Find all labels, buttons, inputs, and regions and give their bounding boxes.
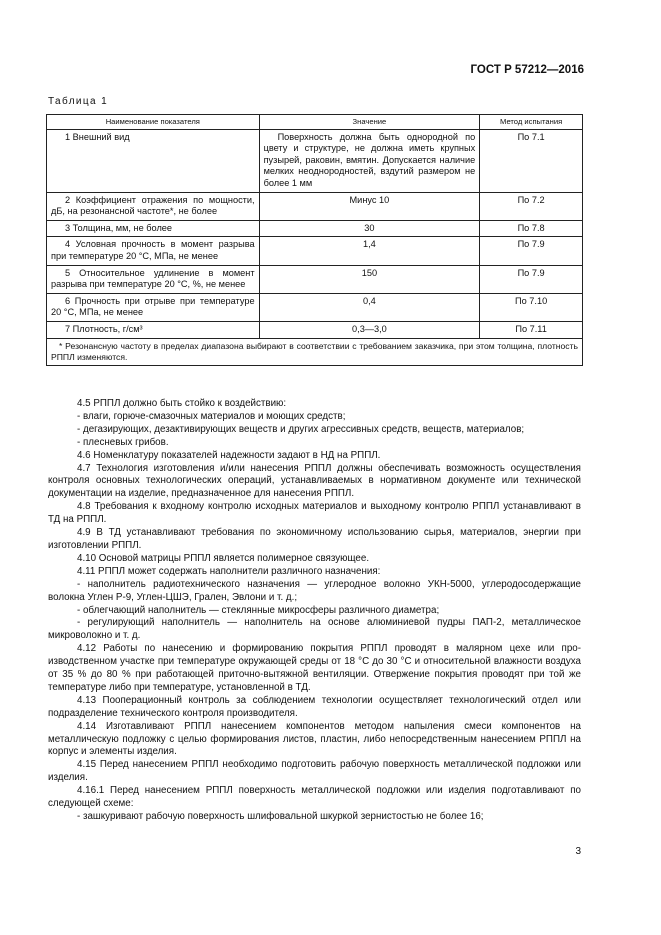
table-row [47,220,583,237]
table-header-row [47,115,583,130]
table-note-row [47,338,583,365]
paragraph: 4.8 Требования к входному контролю исходных материалов и выходному контролю РППЛ устанавливают в ТД на РППЛ. [48,501,581,526]
paragraph: 4.14 Изготавливают РППЛ нанесением компонентов методом напыления смеси компонентов на металлическую подложку с целью формирования листов, пластин, либо непосредственным нанесением РППЛ на корпус и элементы изделия. [48,720,581,758]
list-item: - влаги, горюче-смазочных материалов и моющих средств; [77,410,346,422]
property-name: 4 Условная прочность в момент разрыва при температуре 20 °С, МПа, не менее [47,237,260,265]
paragraph: 4.12 Работы по нанесению и формированию покрытия РППЛ проводят в малярном цехе или производственном участке при температуре окружающей среды от 18 °С до 30 °С и относительной влажности воздуха от 35 % до 80 % при работающей приточно-вытяжной вентиляции. Отвержение покрытия проводят при той же температуре либо при температуре, установленной в ТД. [48,643,581,693]
paragraph: 4.11 РППЛ может содержать наполнители различного назначения: [77,565,381,577]
paragraph: 4.16.1 Перед нанесением РППЛ поверхность металлической подложки или изделия подготавливают по следующей схеме: [48,785,581,810]
property-value: 1,4 [259,237,480,265]
paragraph: 4.15 Перед нанесением РППЛ необходимо подготовить рабочую поверхность металлической подложки или изделия. [48,759,581,784]
properties-table [46,114,583,366]
property-name: 7 Плотность, г/см³ [47,321,260,338]
list-item: - облегчающий наполнитель — стеклянные микросферы различного диаметра; [77,604,440,616]
property-value: 30 [259,220,480,237]
property-name: 5 Относительное удлинение в момент разрыва при температуре 20 °С, %, не менее [47,265,260,293]
list-item: - наполнитель радиотехнического назначения — углеродное волокно УКН-5000, углеродосодержащие волокна Углен Р-9, Углен-ЦШЭ, Грален, Эвлони и т. д.; [48,578,581,603]
list-item: - зашкуривают рабочую поверхность шлифовальной шкуркой зернистостью не более 16; [77,811,484,822]
list-item: - регулирующий наполнитель — наполнитель на основе алюминиевой пудры ПАП-2, металлическое микроволокно и т. д. [48,617,581,642]
page-number: 3 [575,846,581,857]
paragraph: 4.13 Пооперационный контроль за соблюдением технологии осуществляет технологический отдел или подразделение технического контроля производителя. [48,694,581,719]
paragraph: 4.7 Технология изготовления и/или нанесения РППЛ должны обеспечивать возможность осуществления контроля основных технологических операций, устанавливаемых в нормативном документе или технической документации на изделие, предназначенное для нанесения РППЛ. [48,462,581,500]
test-method: По 7.9 [480,237,583,265]
paragraph: 4.10 Основой матрицы РППЛ является полимерное связующее. [77,552,370,564]
test-method: По 7.2 [480,192,583,220]
property-value: 0,3—3,0 [259,321,480,338]
test-method: По 7.8 [480,220,583,237]
paragraph: 4.6 Номенклатуру показателей надежности задают в НД на РППЛ. [77,449,381,461]
property-name: 2 Коэффициент отражения по мощности, дБ, на резонансной частоте*, не более [47,192,260,220]
table-caption: Таблица 1 [48,96,109,107]
test-method: По 7.11 [480,321,583,338]
document-header: ГОСТ Р 57212—2016 [470,64,584,76]
property-value: Поверхность должна быть однородной по цвету и структуре, не должна иметь крупных пузырей, раковин, вмятин. Допускается наличие мелких неоднородностей, вздутий размером не более 1 мм [259,129,480,192]
column-header: Наименование показателя [47,115,260,130]
column-header: Метод испытания [480,115,583,130]
property-value: 0,4 [259,293,480,321]
table-footnote: * Резонансную частоту в пределах диапазона выбирают в соответствии с требованием заказчика, при этом толщина, плотность РППЛ изменяются. [47,338,583,365]
property-value: 150 [259,265,480,293]
table-row [47,237,583,265]
test-method: По 7.10 [480,293,583,321]
paragraph: 4.9 В ТД устанавливают требования по экономичному использованию сырья, материалов, энергии при изготовлении РППЛ. [48,527,581,551]
table-row [47,192,583,220]
property-name: 3 Толщина, мм, не более [47,220,260,237]
body-text [48,398,581,824]
list-item: - плесневых грибов. [77,436,169,448]
table-row [47,265,583,293]
column-header: Значение [259,115,480,130]
property-name: 6 Прочность при отрыве при температуре 20 °С, МПа, не менее [47,293,260,321]
table-row [47,321,583,338]
paragraph: 4.5 РППЛ должно быть стойко к воздействию: [77,398,287,409]
table-row [47,293,583,321]
test-method: По 7.1 [480,129,583,192]
test-method: По 7.9 [480,265,583,293]
table-row [47,129,583,192]
list-item: - дегазирующих, дезактивирующих веществ и других агрессивных средств, веществ, материалов; [77,423,525,435]
property-name: 1 Внешний вид [47,129,260,192]
property-value: Минус 10 [259,192,480,220]
